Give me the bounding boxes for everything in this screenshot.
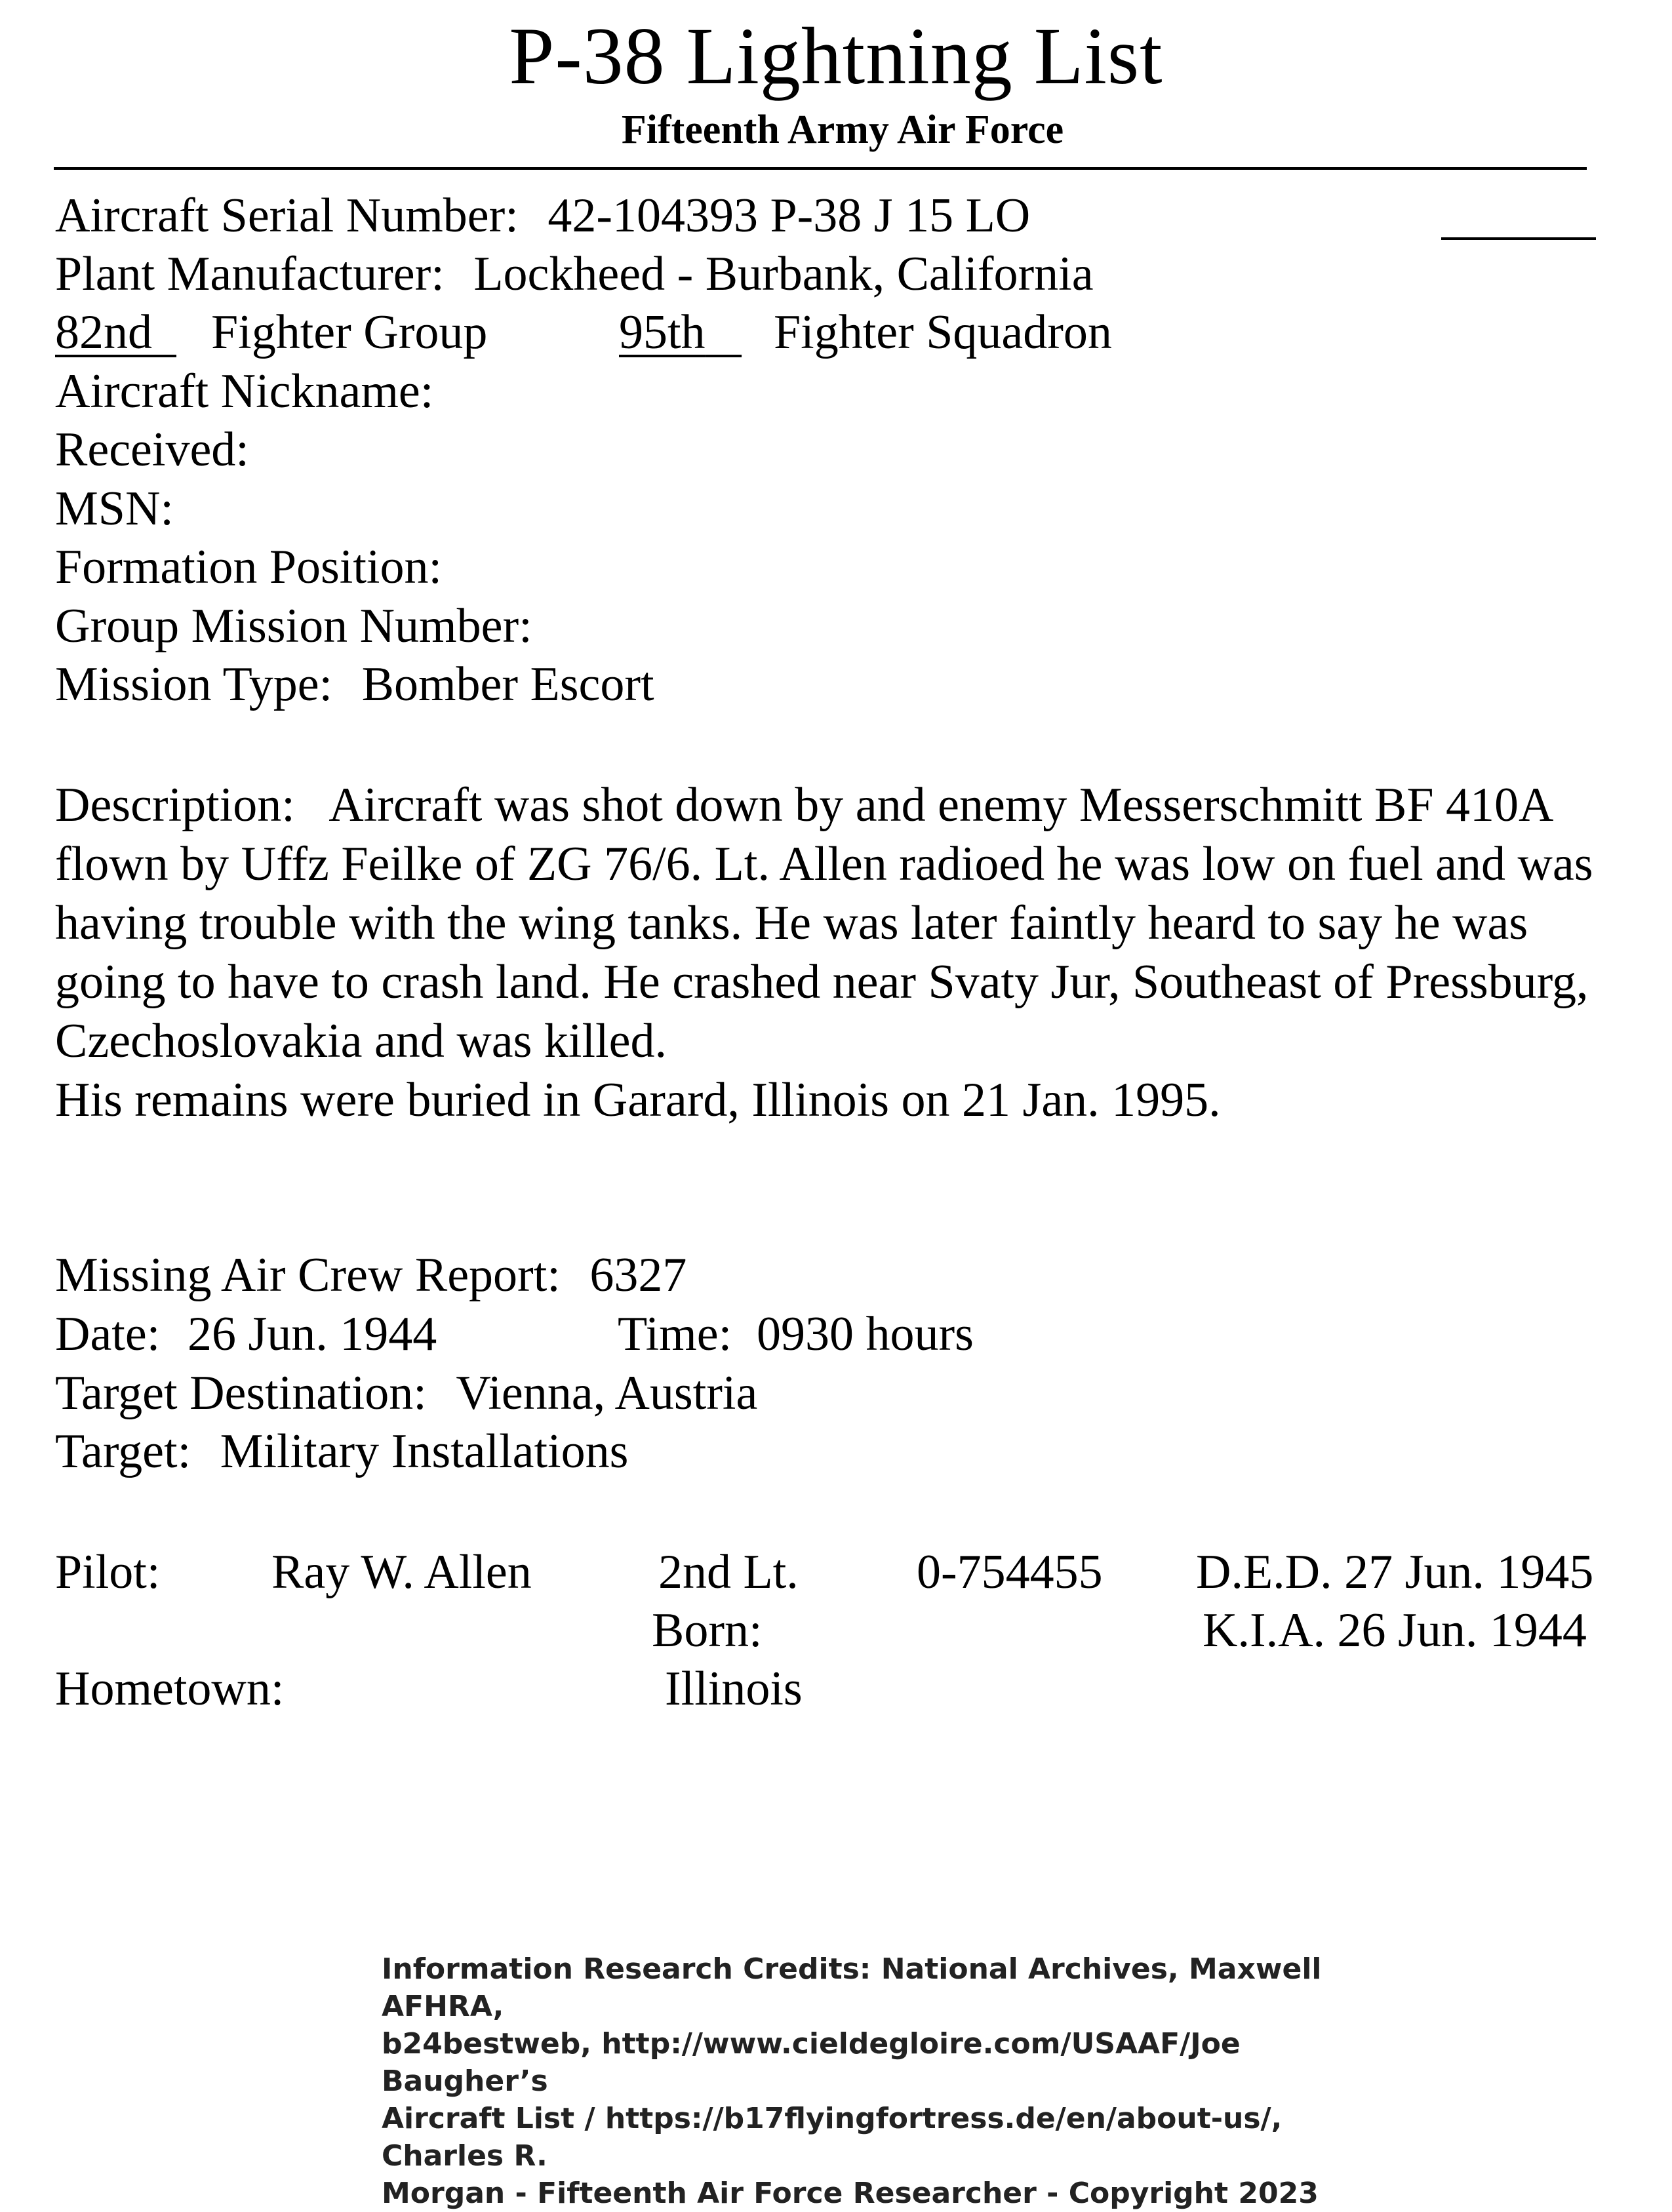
hometown-label: Hometown: bbox=[55, 1662, 285, 1716]
hometown-value: Illinois bbox=[665, 1662, 803, 1716]
time-value: 0930 hours bbox=[757, 1307, 974, 1361]
serial-label: Aircraft Serial Number: bbox=[55, 189, 519, 243]
nickname-label: Aircraft Nickname: bbox=[55, 365, 434, 418]
page-title: P-38 Lightning List bbox=[509, 11, 1163, 101]
mission-type-row bbox=[55, 655, 654, 714]
pilot-row bbox=[55, 1543, 1655, 1602]
credits-line: b24bestweb, http://www.cieldegloire.com/USAAF/Joe Baugher’s bbox=[382, 2027, 1241, 2098]
date-value: 26 Jun. 1944 bbox=[188, 1307, 437, 1361]
target-label: Target: bbox=[55, 1425, 191, 1478]
unit-row bbox=[55, 303, 1366, 362]
received-label: Received: bbox=[55, 423, 249, 477]
description-remains: His remains were buried in Garard, Illinois on 21 Jan. 1995. bbox=[55, 1073, 1221, 1127]
serial-blank-line bbox=[1441, 237, 1596, 240]
header-divider bbox=[54, 167, 1587, 170]
msn-label: MSN: bbox=[55, 482, 174, 536]
pilot-rank: 2nd Lt. bbox=[658, 1545, 799, 1599]
macr-label: Missing Air Crew Report: bbox=[55, 1248, 561, 1302]
research-credits bbox=[382, 1950, 1365, 2212]
mission-type-label: Mission Type: bbox=[55, 658, 333, 711]
born-row bbox=[55, 1601, 1655, 1660]
group-number: 82nd bbox=[55, 306, 152, 359]
group-mission-label: Group Mission Number: bbox=[55, 599, 532, 653]
target-destination-value: Vienna, Austria bbox=[456, 1366, 758, 1420]
page-subtitle: Fifteenth Army Air Force bbox=[621, 108, 1064, 152]
macr-row bbox=[55, 1246, 687, 1305]
born-label: Born: bbox=[652, 1604, 763, 1657]
description-paragraph bbox=[55, 776, 1642, 1071]
pilot-kia: K.I.A. 26 Jun. 1944 bbox=[1203, 1604, 1587, 1657]
plant-row bbox=[55, 245, 1094, 304]
date-label: Date: bbox=[55, 1307, 161, 1361]
target-destination-label: Target Destination: bbox=[55, 1366, 427, 1420]
description-block bbox=[55, 776, 1642, 1130]
hometown-row bbox=[55, 1659, 1655, 1718]
squadron-number: 95th bbox=[619, 306, 706, 359]
credits-line: Information Research Credits: National Archives, Maxwell AFHRA, bbox=[382, 1952, 1322, 2023]
formation-label: Formation Position: bbox=[55, 540, 443, 594]
mission-type-value: Bomber Escort bbox=[361, 658, 654, 711]
time-label: Time: bbox=[618, 1307, 732, 1361]
target-value: Military Installations bbox=[220, 1425, 629, 1478]
serial-row bbox=[55, 186, 1030, 245]
date-time-row bbox=[55, 1305, 1104, 1364]
target-destination-row bbox=[55, 1364, 757, 1423]
group-label: Fighter Group bbox=[211, 306, 488, 359]
credits-line: Aircraft List / https://b17flyingfortress.de/en/about-us/, Charles R. bbox=[382, 2102, 1283, 2173]
plant-label: Plant Manufacturer: bbox=[55, 247, 445, 301]
credits-line: Morgan - Fifteenth Air Force Researcher - Copyright 2023 bbox=[382, 2177, 1319, 2210]
target-row bbox=[55, 1422, 628, 1481]
macr-value: 6327 bbox=[589, 1248, 687, 1302]
plant-value: Lockheed - Burbank, California bbox=[473, 247, 1094, 301]
description-label: Description: bbox=[55, 778, 295, 832]
pilot-label: Pilot: bbox=[55, 1545, 161, 1599]
squadron-label: Fighter Squadron bbox=[774, 306, 1112, 359]
pilot-name: Ray W. Allen bbox=[271, 1545, 532, 1599]
description-text: Aircraft was shot down by and enemy Messerschmitt BF 410A flown by Uffz Feilke of ZG 76/6. Lt. Allen radioed he was low on fuel and was having trouble with the wing tanks. He was later faintly heard to say he was going to have to crash land. He crashed near Svaty Jur, Southeast of Pressburg, Czechoslovakia and was killed. bbox=[55, 778, 1593, 1068]
pilot-serial: 0-754455 bbox=[917, 1545, 1103, 1599]
pilot-ded: D.E.D. 27 Jun. 1945 bbox=[1196, 1545, 1594, 1599]
serial-value: 42-104393 P-38 J 15 LO bbox=[547, 189, 1031, 243]
